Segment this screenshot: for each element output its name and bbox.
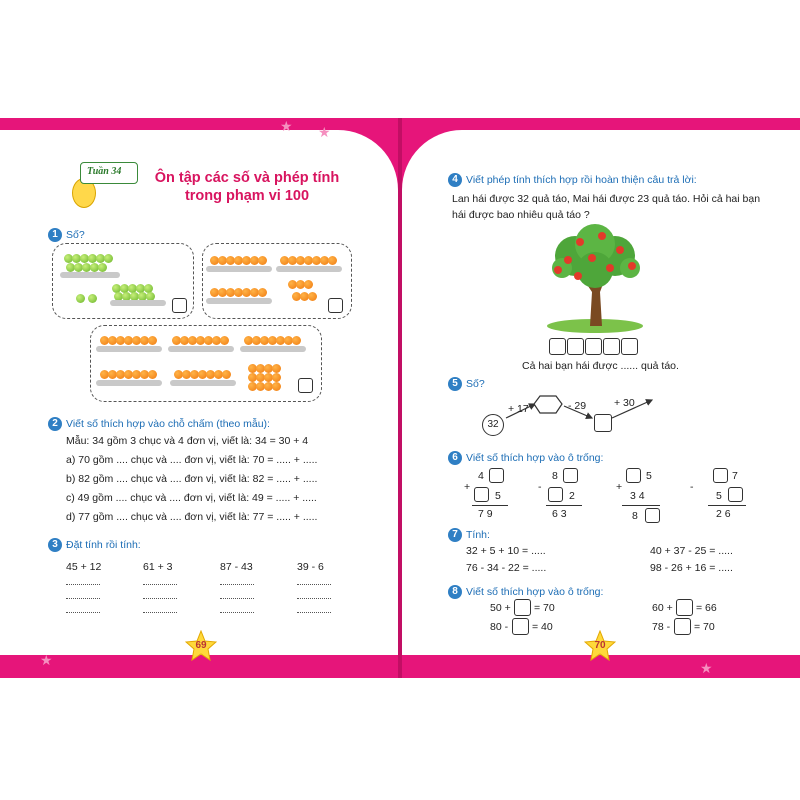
answer-sentence: Cả hai bạn hái được ...... quả táo. bbox=[522, 360, 679, 372]
page-number-star bbox=[584, 630, 616, 662]
digit-box[interactable] bbox=[645, 508, 660, 523]
apple-group bbox=[66, 263, 106, 272]
tray bbox=[60, 272, 120, 278]
answer-box[interactable] bbox=[172, 298, 187, 313]
calc-item: 76 - 34 - 22 = ..... bbox=[466, 562, 547, 574]
exercise-number: 7 bbox=[448, 528, 462, 542]
exercise-number: 5 bbox=[448, 377, 462, 391]
exercise-number: 6 bbox=[448, 451, 462, 465]
tray bbox=[110, 300, 166, 306]
orange-group bbox=[100, 370, 156, 379]
orange-group bbox=[210, 288, 266, 297]
digit-box[interactable] bbox=[563, 468, 578, 483]
start-number-circle: 32 bbox=[482, 414, 504, 436]
tray bbox=[240, 346, 306, 352]
digit-box[interactable] bbox=[474, 487, 489, 502]
fill-box[interactable] bbox=[514, 599, 531, 616]
operator-sign: + bbox=[464, 481, 471, 493]
page-title bbox=[152, 170, 342, 204]
fill-box[interactable] bbox=[676, 599, 693, 616]
title-line-2: trong phạm vi 100 bbox=[184, 188, 310, 204]
apple-tree-illustration bbox=[540, 222, 650, 334]
page-number-star bbox=[185, 630, 217, 662]
apple-single bbox=[76, 294, 96, 303]
answer-line[interactable] bbox=[143, 584, 177, 585]
exercise-heading: Số? bbox=[66, 229, 85, 241]
operation-label: + 30 bbox=[614, 397, 635, 409]
equation-right: = 70 bbox=[534, 602, 555, 614]
digit: 5 bbox=[716, 490, 722, 502]
operator-sign: + bbox=[616, 481, 623, 493]
answer-line[interactable] bbox=[143, 598, 177, 599]
answer-line[interactable] bbox=[220, 598, 254, 599]
digit: 3 4 bbox=[630, 490, 645, 502]
exercise-heading: Viết phép tính thích hợp rồi hoàn thiện câu trả lời: bbox=[466, 174, 697, 186]
expression: 87 - 43 bbox=[220, 561, 253, 573]
equation-left: 80 - bbox=[490, 621, 509, 633]
digit: 7 bbox=[732, 470, 738, 482]
answer-line[interactable] bbox=[143, 612, 177, 613]
result-digits: 7 9 bbox=[478, 508, 493, 520]
orange-loose bbox=[248, 382, 280, 391]
equation-right: = 70 bbox=[694, 621, 715, 633]
fill-item: c) 49 gồm .... chục và .... đơn vị, viết là: 49 = ..... + ..... bbox=[66, 492, 317, 504]
chain-answer-box[interactable] bbox=[594, 414, 612, 432]
orange-group bbox=[100, 336, 156, 345]
answer-box[interactable] bbox=[328, 298, 343, 313]
operator-sign: - bbox=[538, 481, 542, 493]
orange-loose bbox=[288, 280, 312, 289]
week-label: Tuần 34 bbox=[87, 166, 122, 177]
answer-line[interactable] bbox=[297, 598, 331, 599]
orange-loose bbox=[248, 364, 280, 373]
tray bbox=[170, 380, 236, 386]
answer-line[interactable] bbox=[220, 612, 254, 613]
sample-text: Mẫu: 34 gồm 3 chục và 4 đơn vị, viết là: 34 = 30 + 4 bbox=[66, 435, 309, 447]
star-icon: ★ bbox=[700, 660, 713, 676]
exercise-heading: Viết số thích hợp vào ô trống: bbox=[466, 586, 604, 598]
tray bbox=[276, 266, 342, 272]
title-line-1: Ôn tập các số và phép tính bbox=[154, 170, 340, 186]
sum-line bbox=[472, 505, 508, 506]
page-number: 70 bbox=[594, 640, 606, 651]
week-badge bbox=[80, 162, 138, 184]
digit: 4 bbox=[478, 470, 484, 482]
exercise-number: 8 bbox=[448, 585, 462, 599]
digit: 5 bbox=[495, 490, 501, 502]
equation-box[interactable] bbox=[567, 338, 584, 355]
apple-group bbox=[64, 254, 112, 263]
fill-item: a) 70 gồm .... chục và .... đơn vị, viết là: 70 = ..... + ..... bbox=[66, 454, 318, 466]
exercise-number: 4 bbox=[448, 173, 462, 187]
answer-line[interactable] bbox=[297, 584, 331, 585]
exercise-number: 2 bbox=[48, 417, 62, 431]
problem-text: hái được bao nhiêu quả táo ? bbox=[452, 209, 590, 221]
digit-box[interactable] bbox=[713, 468, 728, 483]
equation-left: 60 + bbox=[652, 602, 673, 614]
orange-group bbox=[244, 336, 300, 345]
expression: 45 + 12 bbox=[66, 561, 102, 573]
tray bbox=[206, 266, 272, 272]
tray bbox=[96, 380, 162, 386]
equation-right: = 66 bbox=[696, 602, 717, 614]
equation-box[interactable] bbox=[585, 338, 602, 355]
orange-group bbox=[174, 370, 230, 379]
expression: 39 - 6 bbox=[297, 561, 324, 573]
answer-line[interactable] bbox=[66, 612, 100, 613]
star-icon: ★ bbox=[318, 124, 331, 140]
digit-box[interactable] bbox=[626, 468, 641, 483]
expression: 61 + 3 bbox=[143, 561, 173, 573]
exercise-heading: Số? bbox=[466, 378, 485, 390]
exercise-heading: Đặt tính rồi tính: bbox=[66, 539, 141, 551]
answer-line[interactable] bbox=[66, 598, 100, 599]
tray bbox=[168, 346, 234, 352]
equation-box[interactable] bbox=[621, 338, 638, 355]
result-digits: 2 6 bbox=[716, 508, 731, 520]
tray bbox=[96, 346, 162, 352]
page-gutter bbox=[398, 118, 402, 678]
exercise-heading: Tính: bbox=[466, 529, 490, 541]
calc-item: 32 + 5 + 10 = ..... bbox=[466, 545, 546, 557]
calc-item: 98 - 26 + 16 = ..... bbox=[650, 562, 733, 574]
orange-loose bbox=[292, 292, 316, 301]
page-number: 69 bbox=[195, 640, 207, 651]
sum-line bbox=[622, 505, 660, 506]
digit-box[interactable] bbox=[728, 487, 743, 502]
answer-box[interactable] bbox=[298, 378, 313, 393]
equation-box[interactable] bbox=[549, 338, 566, 355]
equation-box[interactable] bbox=[603, 338, 620, 355]
orange-group bbox=[210, 256, 266, 265]
operation-label: + 17 bbox=[508, 403, 529, 415]
fill-box[interactable] bbox=[674, 618, 691, 635]
digit-box[interactable] bbox=[548, 487, 563, 502]
result-digits: 8 bbox=[632, 510, 638, 522]
operator-sign: - bbox=[690, 481, 694, 493]
orange-loose bbox=[248, 373, 280, 382]
result-digits: 6 3 bbox=[552, 508, 567, 520]
fill-item: d) 77 gồm .... chục và .... đơn vị, viết là: 77 = ..... + ..... bbox=[66, 511, 318, 523]
operation-label: - 29 bbox=[568, 400, 587, 412]
answer-line[interactable] bbox=[297, 612, 331, 613]
orange-group bbox=[172, 336, 228, 345]
sum-line bbox=[708, 505, 746, 506]
fill-box[interactable] bbox=[512, 618, 529, 635]
exercise-number: 1 bbox=[48, 228, 62, 242]
star-icon: ★ bbox=[40, 652, 53, 668]
star-icon: ★ bbox=[280, 118, 293, 134]
answer-line[interactable] bbox=[66, 584, 100, 585]
equation-left: 78 - bbox=[652, 621, 671, 633]
sum-line bbox=[546, 505, 582, 506]
equation-left: 50 + bbox=[490, 602, 511, 614]
problem-text: Lan hái được 32 quả táo, Mai hái được 23 quả táo. Hỏi cả hai bạn bbox=[452, 193, 761, 205]
orange-group bbox=[280, 256, 336, 265]
digit: 8 bbox=[552, 470, 558, 482]
tray bbox=[206, 298, 272, 304]
digit-box[interactable] bbox=[489, 468, 504, 483]
fill-item: b) 82 gồm .... chục và .... đơn vị, viết là: 82 = ..... + ..... bbox=[66, 473, 318, 485]
digit: 2 bbox=[569, 490, 575, 502]
exercise-number: 3 bbox=[48, 538, 62, 552]
answer-line[interactable] bbox=[220, 584, 254, 585]
digit: 5 bbox=[646, 470, 652, 482]
exercise-heading: Viết số thích hợp vào ô trống: bbox=[466, 452, 604, 464]
equation-right: = 40 bbox=[532, 621, 553, 633]
calc-item: 40 + 37 - 25 = ..... bbox=[650, 545, 733, 557]
exercise-heading: Viết số thích hợp vào chỗ chấm (theo mẫu): bbox=[66, 418, 270, 430]
